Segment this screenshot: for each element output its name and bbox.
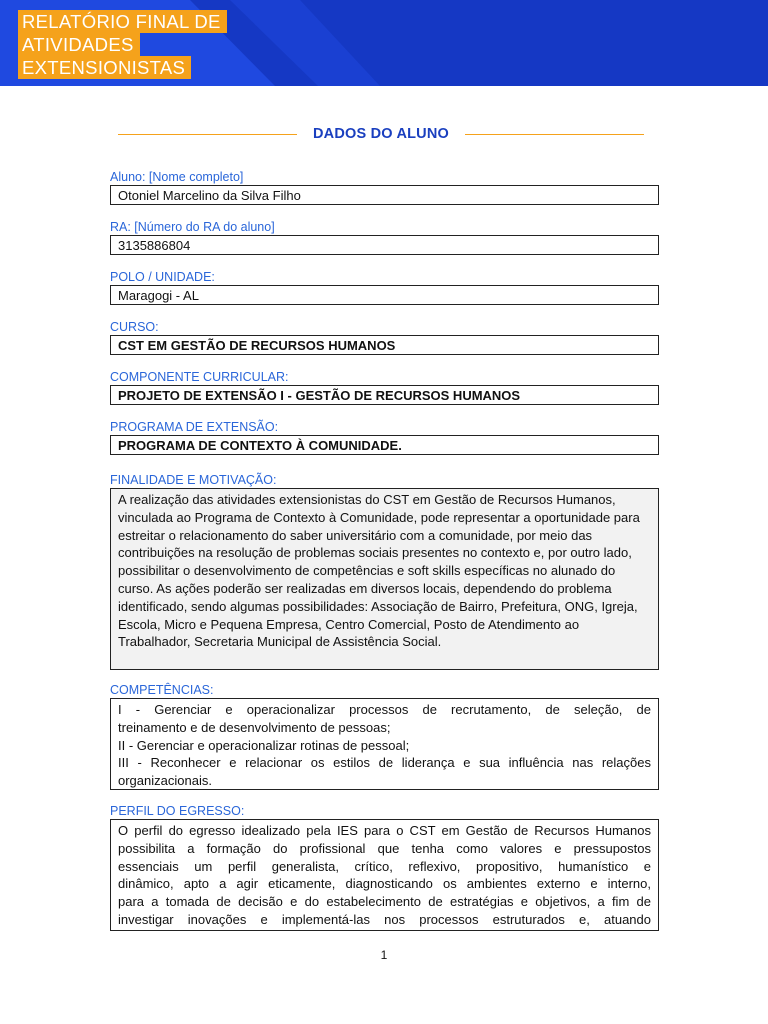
- field-label-aluno: Aluno: [Nome completo]: [110, 170, 244, 184]
- field-label-finalidade: FINALIDADE E MOTIVAÇÃO:: [110, 473, 277, 487]
- competencia-item: II - Gerenciar e operacionalizar rotinas de pessoal;: [118, 737, 410, 753]
- field-value-curso: CST EM GESTÃO DE RECURSOS HUMANOS: [110, 335, 659, 355]
- field-competencias: [110, 683, 659, 790]
- field-perfil: [110, 804, 659, 931]
- title-line-3: EXTENSIONISTAS: [18, 56, 191, 79]
- section-heading: DADOS DO ALUNO: [313, 126, 449, 142]
- field-label-programa: PROGRAMA DE EXTENSÃO:: [110, 420, 279, 434]
- field-value-programa: PROGRAMA DE CONTEXTO À COMUNIDADE.: [110, 435, 659, 455]
- finalidade-line: possibilidades: Associação de Bairro, Prefeitura, ONG, Igreja, Escola, Micro e: [118, 598, 638, 632]
- finalidade-line: vinculada ao Programa de Contexto à Comunidade, pode representar a: [118, 509, 531, 525]
- field-label-curso: CURSO:: [110, 320, 159, 334]
- field-value-componente: PROJETO DE EXTENSÃO I - GESTÃO DE RECURSOS HUMANOS: [110, 385, 659, 405]
- field-aluno: [110, 170, 659, 205]
- perfil-line: dinâmico, apto a agir eticamente, diagnosticando os ambientes externo e interno,: [118, 876, 651, 892]
- field-label-ra: RA: [Número do RA do aluno]: [110, 220, 275, 234]
- heading-rule-left: [118, 134, 297, 135]
- finalidade-line: presentes no contexto e, por outro lado, possibilitar o desenvolvimento de: [118, 545, 632, 579]
- finalidade-line: competências e soft skills específicas no alunado do curso. As ações poderão ser: [118, 563, 616, 596]
- perfil-line: investigar inovações e implementá-las nos processos estruturados e, atuando: [118, 911, 651, 927]
- section-heading-row: [118, 124, 644, 144]
- field-value-competencias: [110, 698, 659, 790]
- perfil-line: para a tomada de decisão e do estabelecimento de estratégias e objetivos, a fim de: [118, 894, 651, 910]
- title-line-1: RELATÓRIO FINAL DE: [18, 10, 227, 33]
- competencia-item: III - Reconhecer e relacionar os estilos de liderança e sua influência nas relações: [118, 755, 651, 771]
- field-value-polo: Maragogi - AL: [110, 285, 659, 305]
- field-ra: [110, 220, 659, 255]
- field-curso: [110, 320, 659, 355]
- perfil-line: O perfil do egresso idealizado pela IES para o CST em Gestão de Recursos Humanos: [118, 823, 651, 838]
- field-label-componente: COMPONENTE CURRICULAR:: [110, 370, 289, 384]
- field-polo: [110, 270, 659, 305]
- field-value-aluno: Otoniel Marcelino da Silva Filho: [110, 185, 659, 205]
- perfil-line: essenciais um perfil generalista, crítico, reflexivo, propositivo, humanístico e: [118, 858, 651, 874]
- field-value-finalidade: [110, 488, 659, 670]
- field-value-perfil: [110, 819, 659, 931]
- competencia-item: I - Gerenciar e operacionalizar processos de recrutamento, de seleção, de: [118, 702, 651, 717]
- finalidade-line: Pequena Empresa, Centro Comercial, Posto de Atendimento ao Trabalhador,: [118, 616, 580, 650]
- finalidade-line: oportunidade para estreitar o relacionamento do saber universitário com a: [118, 509, 640, 543]
- field-finalidade: [110, 473, 659, 670]
- field-label-competencias: COMPETÊNCIAS:: [110, 683, 214, 697]
- field-componente: [110, 370, 659, 405]
- page-number: 1: [380, 948, 388, 962]
- competencia-item-continuation: organizacionais.: [118, 773, 212, 789]
- header-banner: [0, 0, 768, 86]
- perfil-line: possibilita a formação do profissional que tenha como valores e pressupostos: [118, 840, 651, 856]
- competencia-item-continuation: treinamento e de desenvolvimento de pessoas;: [118, 719, 391, 735]
- document-title: [18, 10, 227, 79]
- field-value-ra: 3135886804: [110, 235, 659, 255]
- field-label-polo: POLO / UNIDADE:: [110, 270, 215, 284]
- field-label-perfil: PERFIL DO EGRESSO:: [110, 804, 245, 818]
- field-programa: [110, 420, 659, 455]
- finalidade-line: realizadas em diversos locais, dependendo do problema identificado, sendo algumas: [118, 580, 612, 614]
- finalidade-line: comunidade, por meio das contribuições na resolução de problemas sociais: [118, 527, 593, 561]
- title-line-2: ATIVIDADES: [18, 33, 140, 56]
- finalidade-line: A realização das atividades extensionistas do CST em Gestão de Recursos Humanos,: [118, 492, 616, 507]
- finalidade-line: Secretaria Municipal de Assistência Social.: [194, 634, 442, 650]
- heading-rule-right: [465, 134, 644, 135]
